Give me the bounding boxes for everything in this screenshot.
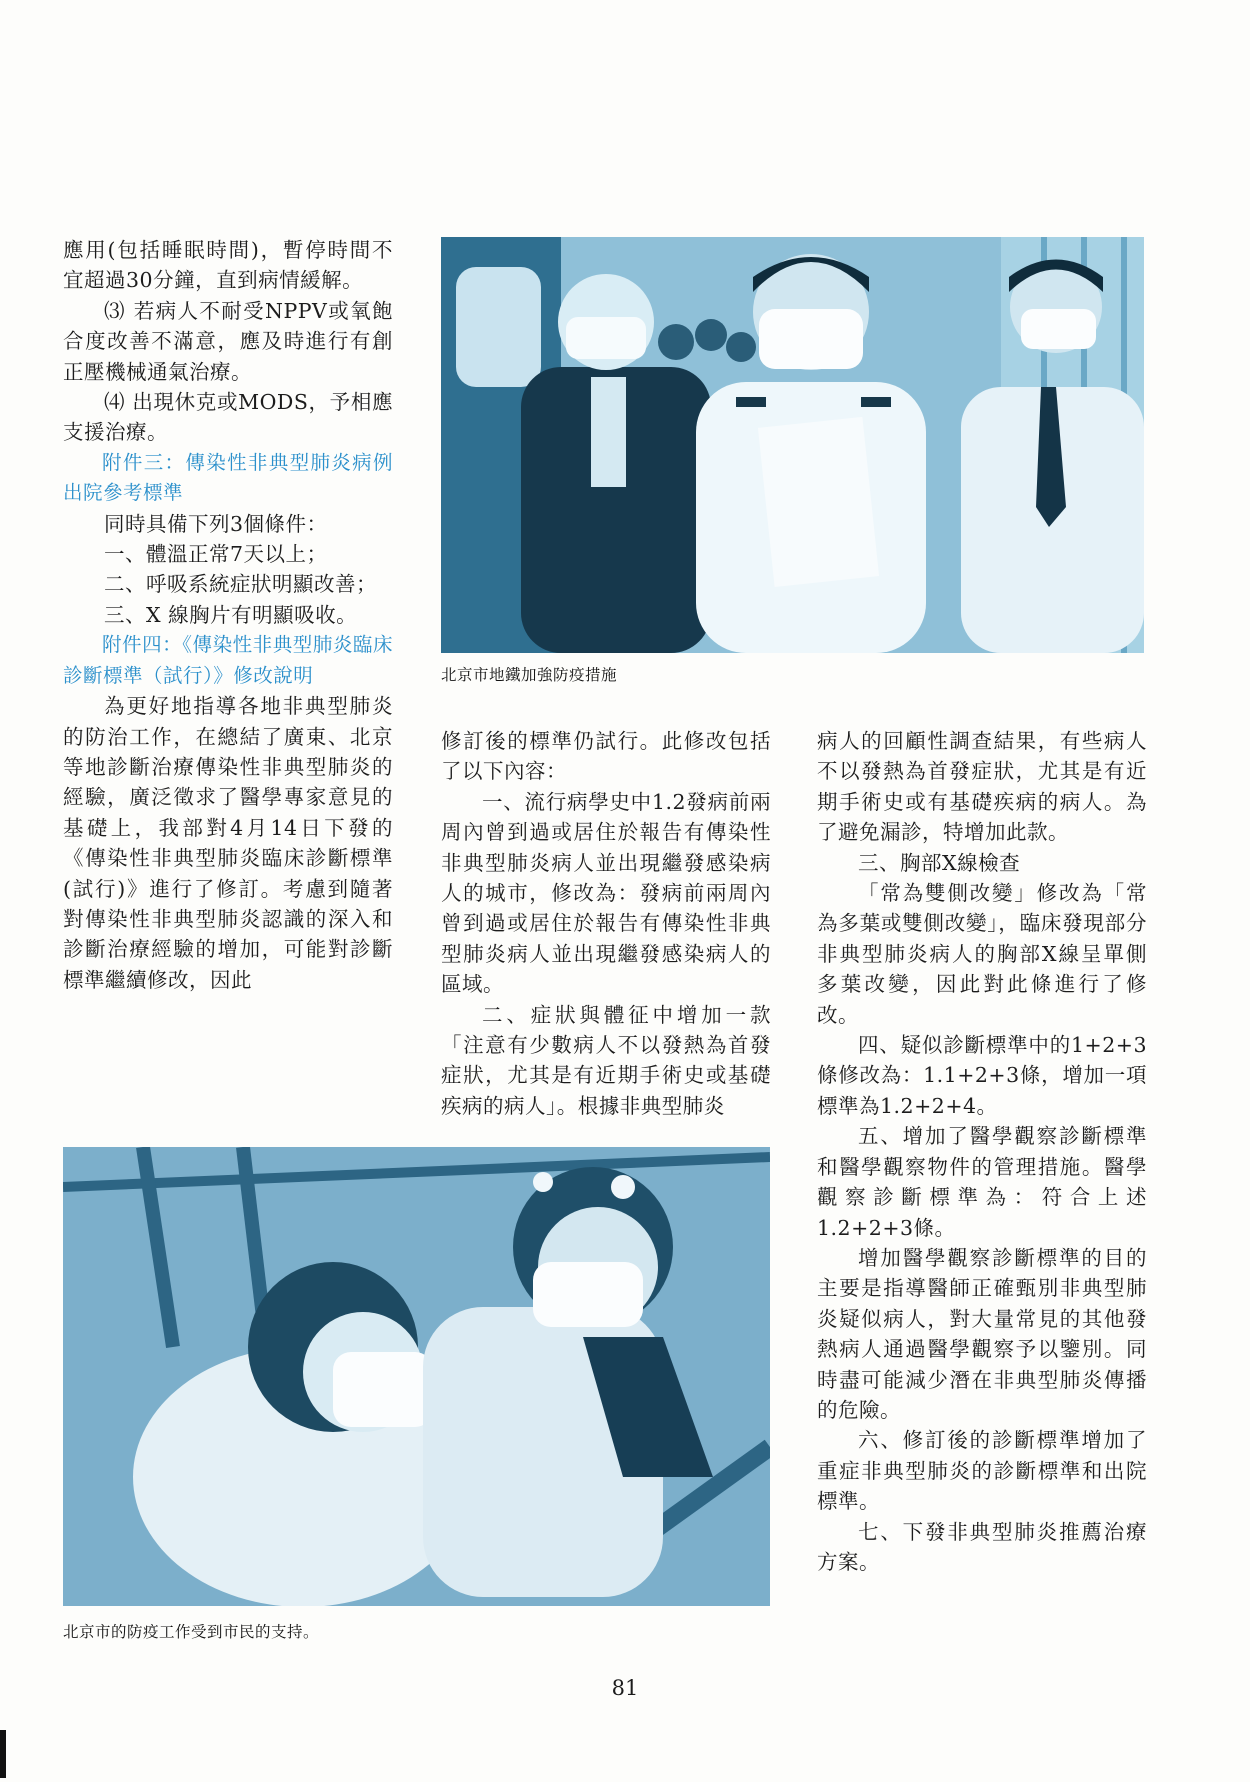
metro-photo-caption: 北京市地鐵加強防疫措施 xyxy=(441,666,618,684)
paragraph: 一、體溫正常7天以上； xyxy=(104,542,328,567)
paragraph: ⑶ 若病人不耐受NPPV或氧飽合度改善不滿意，應及時進行有創正壓機械通氣治療。 xyxy=(63,298,393,384)
left-text-column xyxy=(63,235,393,995)
paragraph: 修訂後的標準仍試行。此修改包括了以下內容： xyxy=(441,729,771,784)
paragraph: 同時具備下列3個條件： xyxy=(104,511,328,536)
children-photo xyxy=(63,1147,770,1606)
paragraph: 七、下發非典型肺炎推薦治療方案。 xyxy=(817,1519,1147,1574)
paragraph: 二、呼吸系統症狀明顯改善； xyxy=(104,572,377,597)
paragraph: 三、胸部X線檢查 xyxy=(858,850,1021,875)
paragraph: 二、症狀與體征中增加一款「注意有少數病人不以發熱為首發症狀，尤其是有近期手術史或基礎疾病的病人」。根據非典型肺炎 xyxy=(441,1002,771,1118)
section-heading: 附件四：《傳染性非典型肺炎臨床診斷標準（試行）》修改說明 xyxy=(63,633,393,687)
page-number: 81 xyxy=(611,1676,639,1700)
paragraph: 增加醫學觀察診斷標準的目的主要是指導醫師正確甄別非典型肺炎疑似病人，對大量常見的其他發熱病人通過醫學觀察予以鑒別。同時盡可能減少潛在非典型肺炎傳播的危險。 xyxy=(817,1245,1147,1422)
paragraph: 五、增加了醫學觀察診斷標準和醫學觀察物件的管理措施。醫學觀察診斷標準為：符合上述1.2+2+3條。 xyxy=(817,1124,1147,1240)
paragraph: 應用(包括睡眠時間)，暫停時間不宜超過30分鐘，直到病情緩解。 xyxy=(63,238,393,293)
paragraph: 為更好地指導各地非典型肺炎的防治工作，在總結了廣東、北京等地診斷治療傳染性非典型肺炎的經驗，廣泛徵求了醫學專家意見的基礎上，我部對4月14日下發的《傳染性非典型肺炎臨床診斷標準(試行)》進行了修訂。考慮到隨著對傳染性非典型肺炎認識的深入和診斷治療經驗的增加，可能對診斷標準繼續修改，因此 xyxy=(63,694,393,992)
paragraph: ⑷ 出現休克或MODS，予相應支援治療。 xyxy=(63,390,393,445)
paragraph: 六、修訂後的診斷標準增加了重症非典型肺炎的診斷標準和出院標準。 xyxy=(817,1428,1147,1514)
paragraph: 四、疑似診斷標準中的1+2+3條修改為：1.1+2+3條，增加一項標準為1.2+2+4。 xyxy=(817,1033,1147,1118)
paragraph: 病人的回顧性調查結果，有些病人不以發熱為首發症狀，尤其是有近期手術史或有基礎疾病的病人。為了避免漏診，特增加此款。 xyxy=(817,729,1147,845)
paragraph: 「常為雙側改變」修改為「常為多葉或雙側改變」，臨床發現部分非典型肺炎病人的胸部X線呈單側多葉改變，因此對此條進行了修改。 xyxy=(817,881,1147,1027)
paragraph: 三、X 線胸片有明顯吸收。 xyxy=(104,602,358,627)
section-heading: 附件三：傳染性非典型肺炎病例出院參考標準 xyxy=(63,450,393,505)
children-photo-caption: 北京市的防疫工作受到市民的支持。 xyxy=(63,1623,320,1641)
metro-photo xyxy=(441,237,1144,653)
middle-text-column xyxy=(441,726,771,1121)
binding-mark xyxy=(0,1730,6,1778)
right-text-column xyxy=(817,726,1147,1577)
paragraph: 一、流行病學史中1.2發病前兩周內曾到過或居住於報告有傳染性非典型肺炎病人並出現繼發感染病人的城市，修改為：發病前兩周內曾到過或居住於報告有傳染性非典型肺炎病人並出現繼發感染病人的區域。 xyxy=(441,789,771,997)
